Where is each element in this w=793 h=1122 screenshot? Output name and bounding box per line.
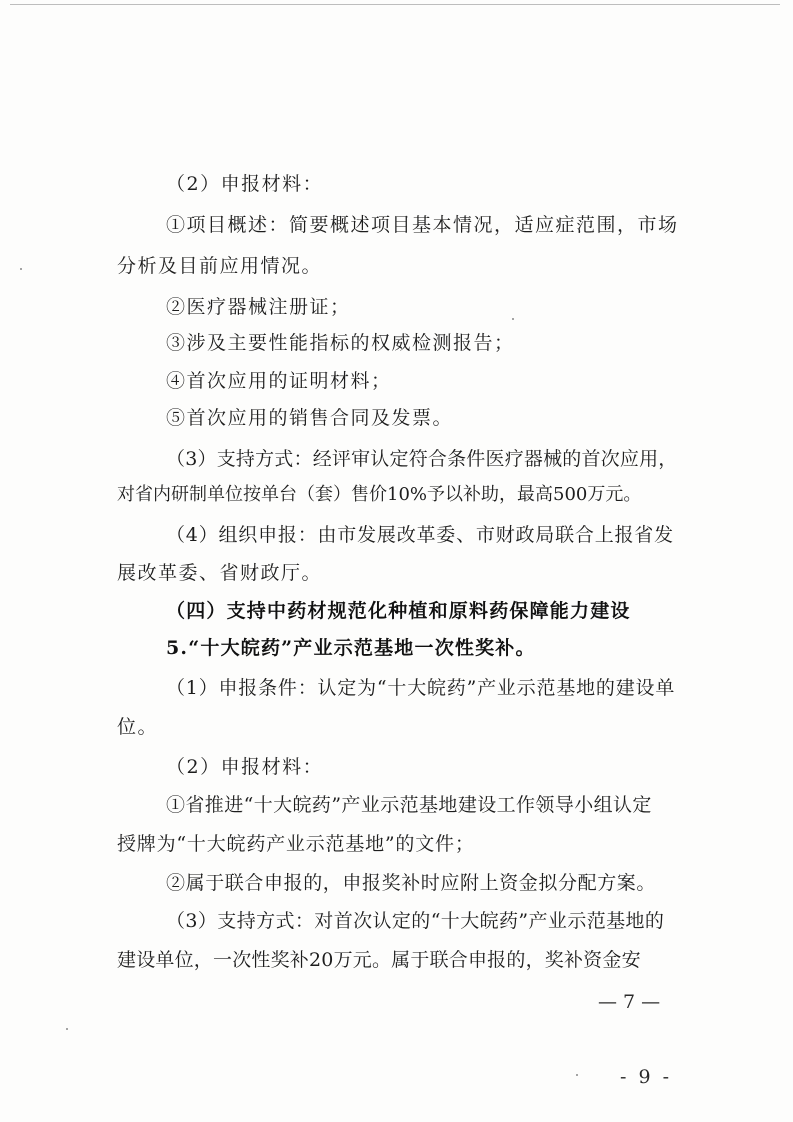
page-number-inner: — 7 — — [598, 991, 661, 1013]
text-line: （2）申报材料： — [166, 756, 324, 778]
text-line: ②医疗器械注册证； — [166, 296, 351, 318]
scan-speck — [576, 1074, 578, 1076]
text-line: 授牌为“十大皖药产业示范基地”的文件； — [117, 833, 475, 855]
text-line: （3）支持方式：经评审认定符合条件医疗器械的首次应用， — [166, 448, 678, 470]
text-line: （3）支持方式：对首次认定的“十大皖药”产业示范基地的 — [166, 910, 665, 932]
text-line: 展改革委、省财政厅。 — [117, 562, 323, 584]
text-line: ①省推进“十大皖药”产业示范基地建设工作领导小组认定 — [166, 794, 652, 816]
subsection-heading: 5.“十大皖药”产业示范基地一次性奖补。 — [166, 637, 536, 659]
scan-edge-line — [10, 4, 780, 5]
text-line: 分析及目前应用情况。 — [117, 255, 323, 277]
text-line: 位。 — [117, 716, 159, 738]
text-line: ③涉及主要性能指标的权威检测报告； — [166, 332, 515, 354]
text-line: （4）组织申报：由市发展改革委、市财政局联合上报省发 — [166, 524, 674, 546]
text-line: （2）申报材料： — [166, 173, 324, 195]
text-line: ②属于联合申报的，申报奖补时应附上资金拟分配方案。 — [166, 872, 657, 894]
text-line: （1）申报条件：认定为“十大皖药”产业示范基地的建设单 — [166, 677, 676, 699]
text-line: 对省内研制单位按单台（套）售价10%予以补助，最高500万元。 — [117, 484, 642, 505]
text-line: ④首次应用的证明材料； — [166, 370, 392, 392]
scan-speck — [66, 1028, 68, 1030]
section-heading: （四）支持中药材规范化种植和原料药保障能力建设 — [166, 600, 631, 622]
text-line: 建设单位，一次性奖补20万元。属于联合申报的，奖补资金安 — [117, 949, 641, 971]
text-line: ⑤首次应用的销售合同及发票。 — [166, 407, 454, 429]
text-line: ①项目概述：简要概述项目基本情况，适应症范围，市场 — [166, 214, 679, 236]
scan-speck — [20, 268, 22, 270]
scan-speck — [512, 318, 514, 320]
page-number-outer: - 9 - — [620, 1066, 673, 1088]
